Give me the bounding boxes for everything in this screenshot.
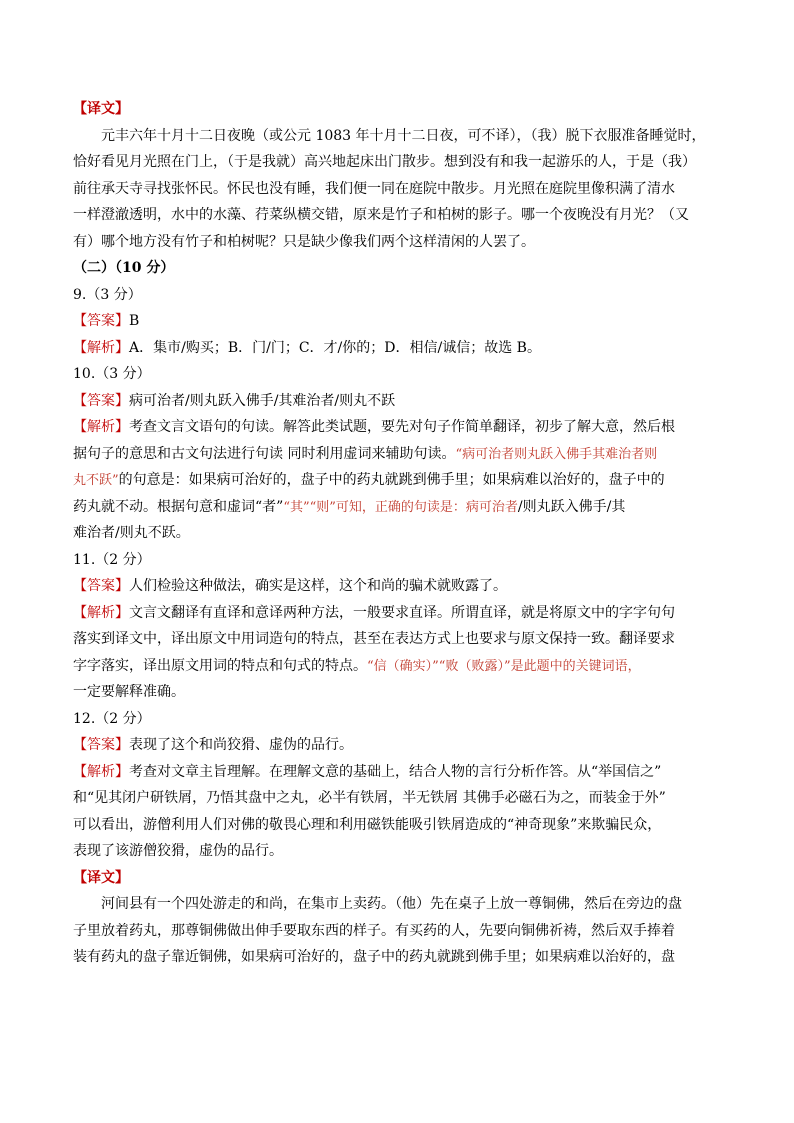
translation-header-2: 【译文】 <box>73 869 129 886</box>
translation-line: 前往承天寺寻找张怀民。怀民也没有睡，我们便一同在庭院中散步。月光照在庭院里像积满了清水 <box>73 180 675 197</box>
answer-text: 人们检验这种做法，确实是这样，这个和尚的骗术就败露了。 <box>129 578 507 594</box>
answer-text: 表现了这个和尚狡猾、虚伪的品行。 <box>129 737 353 753</box>
translation-line: 恰好看见月光照在门上，（于是我就）高兴地起床出门散步。想到没有和我一起游乐的人，于是（我） <box>73 154 696 170</box>
explanation-line: 字字落实，译出原文用词的特点和句式的特点。“信（确实）”“败（败露）”是此题中的关键词语， <box>73 657 641 674</box>
explanation-line: 落实到译文中，译出原文中用词造句的特点，甚至在表达方式上也要求与原文保持一致。翻译要求 <box>73 631 675 647</box>
translation-header-1: 【译文】 <box>73 101 129 117</box>
answer-text: B <box>129 313 140 329</box>
explanation-line: 和“见其闭户研铁屑，乃悟其盘中之丸，必半有铁屑，半无铁屑 其佛手必磁石为之，而装金于外” <box>73 790 666 806</box>
translation-line: 一样澄澈透明，水中的水藻、荇菜纵横交错，原来是竹子和柏树的影子。哪一个夜晚没有月光？（又 <box>73 207 689 223</box>
section-heading: （二）（10 分） <box>73 260 175 276</box>
explanation-line: 【解析】文言文翻译有直译和意译两种方法，一般要求直译。所谓直译，就是将原文中的字字句句 <box>73 604 675 621</box>
explanation-line: 【解析】A．集市/购买；B．门/门；C．才/你的；D．相信/诚信；故选 B。 <box>73 339 541 356</box>
translation-line: 有）哪个地方没有竹子和柏树呢？只是缺少像我们两个这样清闲的人罢了。 <box>73 233 535 250</box>
question-number: 9.（3 分） <box>73 286 142 303</box>
translation-line: 子里放着药丸，那尊铜佛做出伸手要取东西的样子。有买药的人，先要向铜佛祈祷，然后双手捧着 <box>73 922 675 939</box>
question-number: 11.（2 分） <box>73 551 151 568</box>
explanation-line: 一定要解释准确。 <box>73 684 185 700</box>
explanation-line: 表现了该游僧狡猾，虚伪的品行。 <box>73 843 283 859</box>
answer-line: 【答案】表现了这个和尚狡猾、虚伪的品行。 <box>73 737 353 753</box>
explanation-line: 可以看出，游僧利用人们对佛的敬畏心理和利用磁铁能吸引铁屑造成的“神奇现象”来欺骗民众， <box>73 816 662 833</box>
explanation-line: 药丸就不动。根据句意和虚词“者”“其”“则”可知，正确的句读是：病可治者/则丸跃入佛手/其 <box>73 498 626 515</box>
translation-line: 装有药丸的盘子靠近铜佛，如果病可治好的，盘子中的药丸就跳到佛手里；如果病难以治好的，盘 <box>73 949 675 965</box>
explanation-line: 据句子的意思和古文句法进行句读 同时利用虚词来辅助句读。“病可治者则丸跃入佛手其难治者则 <box>73 445 658 462</box>
answer-line: 【答案】病可治者/则丸跃入佛手/其难治者/则丸不跃 <box>73 392 396 409</box>
answer-line: 【答案】人们检验这种做法，确实是这样，这个和尚的骗术就败露了。 <box>73 578 507 594</box>
answer-text: 病可治者/则丸跃入佛手/其难治者/则丸不跃 <box>129 392 396 409</box>
document-page <box>73 96 713 971</box>
explanation-line: 【解析】考查对文章主旨理解。在理解文意的基础上，结合人物的言行分析作答。从“举国信之” <box>73 763 662 780</box>
explanation-line: 难治者/则丸不跃。 <box>73 525 190 541</box>
answer-line: 【答案】B <box>73 313 140 329</box>
question-number: 10.（3 分） <box>73 366 151 382</box>
question-number: 12.（2 分） <box>73 710 151 727</box>
translation-line: 元丰六年十月十二日夜晚（或公元 1083 年十月十二日夜，可不译），（我）脱下衣服准备睡觉时， <box>101 127 706 144</box>
explanation-line: 【解析】考查文言文语句的句读。解答此类试题，要先对句子作简单翻译，初步了解大意，然后根 <box>73 419 675 435</box>
translation-line: 河间县有一个四处游走的和尚，在集市上卖药。（他）先在桌子上放一尊铜佛，然后在旁边的盘 <box>101 896 682 912</box>
explanation-line: 丸不跃”的句意是：如果病可治好的，盘子中的药丸就跳到佛手里；如果病难以治好的，盘子中的 <box>73 472 665 488</box>
